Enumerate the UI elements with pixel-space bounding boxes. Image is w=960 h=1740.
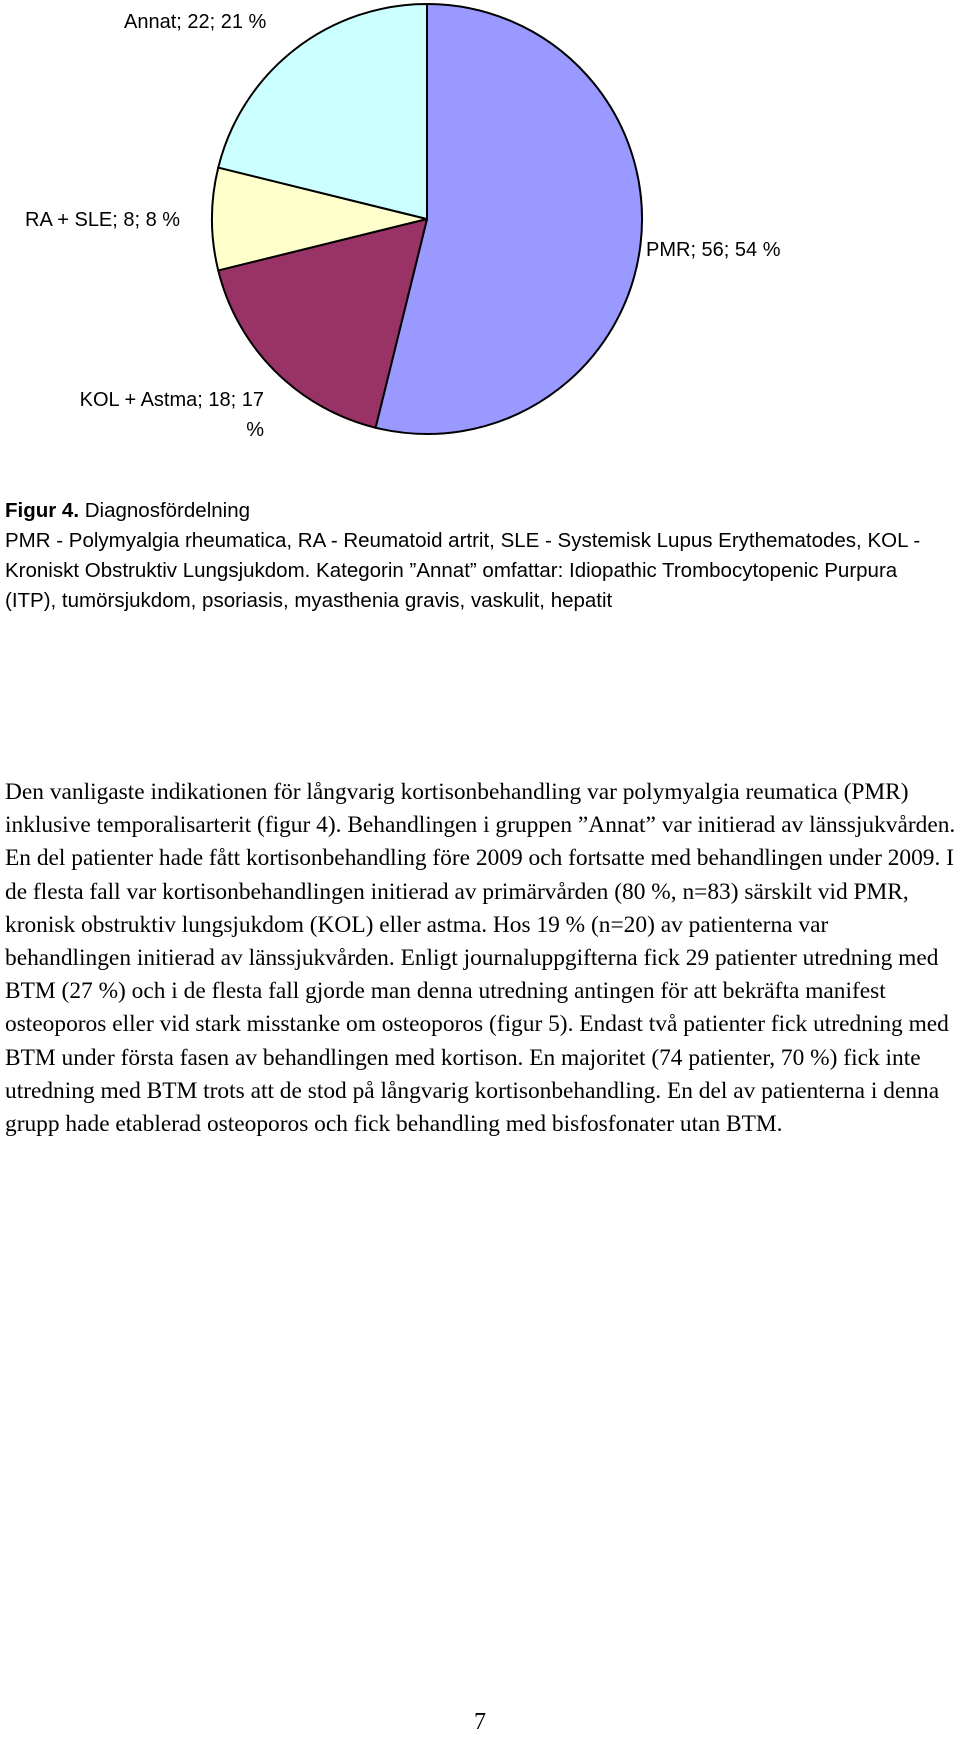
page-number: 7 xyxy=(474,1709,486,1735)
caption-title xyxy=(5,496,950,526)
pie-label-ra-sle: RA + SLE; 8; 8 % xyxy=(25,209,181,231)
pie-label-pmr: PMR; 56; 54 % xyxy=(646,239,781,261)
caption-body: PMR - Polymyalgia rheumatica, RA - Reumatoid artrit, SLE - Systemisk Lupus Erythematodes, KOL - Kroniskt Obstruktiv Lungsjukdom. Kategorin ”Annat” omfattar: Idiopathic Trombocytopenic Purpura (ITP), tumörsjukdom, psoriasis, myasthenia gravis, vaskulit, hepatit xyxy=(5,529,921,612)
caption-title-text: Diagnosfördelning xyxy=(84,499,251,522)
pie-label-annat: Annat; 22; 21 % xyxy=(124,11,267,33)
pie-label-kol-astma: KOL + Astma; 18; 17 % xyxy=(79,389,264,441)
body-paragraph: Den vanligaste indikationen för långvarig kortisonbehandling var polymyalgia reumatica (PMR) inklusive temporalisarterit (figur 4). Behandlingen i gruppen ”Annat” var initierad av länssjukvården. En del patienter hade fått kortisonbehandling före 2009 och fortsatte med behandlingen under 2009. I de flesta fall var kortisonbehandlingen initierad av primärvården (80 %, n=83) särskilt vid PMR, kronisk obstruktiv lungsjukdom (KOL) eller astma. Hos 19 % (n=20) av patienterna var behandlingen initierad av länssjukvården. Enligt journaluppgifterna fick 29 patienter utredning med BTM (27 %) och i de flesta fall gjorde man denna utredning antingen för att bekräfta manifest osteoporos eller vid stark misstanke om osteoporos (figur 5). Endast två patienter fick utredning med BTM under första fasen av behandlingen med kortison. En majoritet (74 patienter, 70 %) fick inte utredning med BTM trots att de stod på långvarig kortisonbehandling. En del av patienterna i denna grupp hade etablerad osteoporos och fick behandling med bisfosfonater utan BTM. xyxy=(5,779,956,1138)
caption-figure-number: Figur 4. xyxy=(5,499,80,522)
figure-caption xyxy=(5,496,950,616)
pie-slices xyxy=(212,4,642,434)
